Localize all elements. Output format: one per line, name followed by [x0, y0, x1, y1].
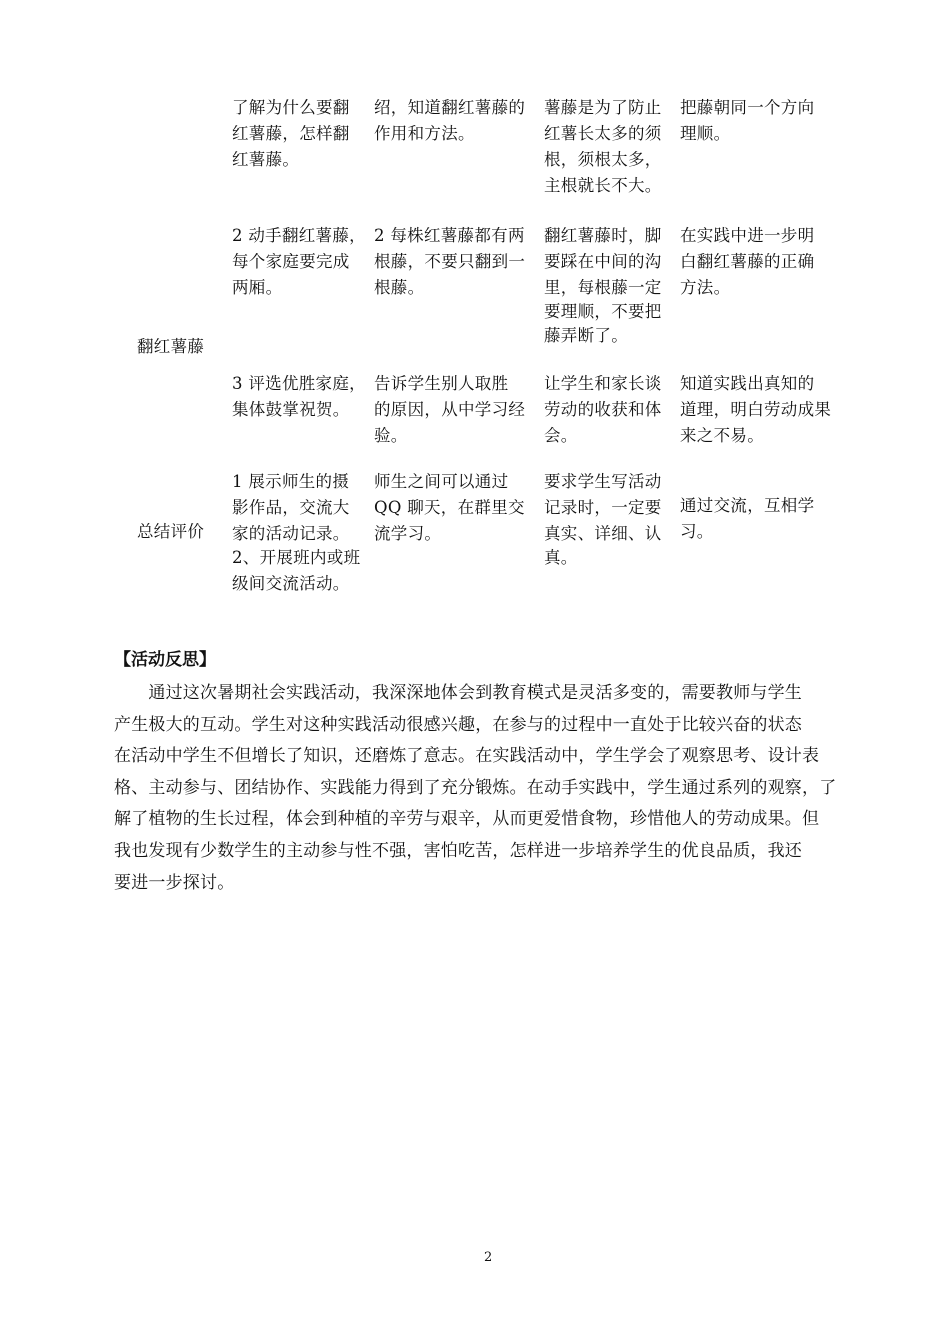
table-cell-line: 红薯藤。	[232, 150, 300, 169]
paragraph-line: 解了植物的生长过程，体会到种植的辛劳与艰辛，从而更爱惜食物，珍惜他人的劳动成果。但	[114, 809, 820, 830]
table-cell-line: 家的活动记录。	[232, 524, 350, 543]
table-cell-line: 级间交流活动。	[232, 574, 350, 593]
table-cell-line: 真实、详细、认	[544, 524, 662, 543]
paragraph-line: 我也发现有少数学生的主动参与性不强，害怕吃苦，怎样进一步培养学生的优良品质，我还	[114, 840, 802, 861]
table-cell-line: 藤弄断了。	[544, 326, 628, 345]
table-cell-line: 1 展示师生的摄	[232, 472, 350, 491]
table-cell-line: 每个家庭要完成	[232, 252, 350, 271]
table-cell-line: 要理顺，不要把	[544, 302, 662, 321]
table-cell-line: 薯藤是为了防止	[544, 98, 662, 117]
table-cell-line: 来之不易。	[680, 426, 764, 445]
table-cell-line: 根藤。	[374, 278, 425, 297]
table-cell-line: 作用和方法。	[374, 124, 475, 143]
table-cell-line: 方法。	[680, 278, 731, 297]
table-cell-line: 告诉学生别人取胜	[374, 374, 509, 393]
table-cell-line: 主根就长不大。	[544, 176, 662, 195]
table-cell-line: 的原因，从中学习经	[374, 400, 526, 419]
table-cell-line: 红薯藤，怎样翻	[232, 124, 350, 143]
row-label-fan-hongshu-teng: 翻红薯藤	[137, 337, 205, 356]
table-cell-line: 道理，明白劳动成果	[680, 400, 832, 419]
table-cell-line: 通过交流，互相学	[680, 496, 815, 515]
table-cell-line: 翻红薯藤时，脚	[544, 226, 662, 245]
table-cell-line: 红薯长太多的须	[544, 124, 662, 143]
table-cell-line: 集体鼓掌祝贺。	[232, 400, 350, 419]
table-cell-line: 影作品，交流大	[232, 498, 350, 517]
table-cell-line: 2、开展班内或班	[232, 548, 361, 567]
table-cell-line: QQ 聊天，在群里交	[374, 498, 525, 517]
table-cell-line: 把藤朝同一个方向	[680, 98, 815, 117]
paragraph-line: 通过这次暑期社会实践活动，我深深地体会到教育模式是灵活多变的，需要教师与学生	[114, 683, 802, 703]
table-cell-line: 习。	[680, 522, 714, 541]
table-cell-line: 两厢。	[232, 278, 283, 297]
table-cell-line: 根，须根太多，	[544, 150, 662, 169]
paragraph-line: 在活动中学生不但增长了知识，还磨炼了意志。在实践活动中，学生学会了观察思考、设计表	[114, 746, 820, 767]
table-cell-line: 2 动手翻红薯藤，	[232, 226, 366, 245]
table-cell-line: 3 评选优胜家庭，	[232, 374, 366, 393]
table-cell-line: 验。	[374, 426, 408, 445]
table-cell-line: 了解为什么要翻	[232, 98, 350, 117]
paragraph-line: 格、主动参与、团结协作、实践能力得到了充分锻炼。在动手实践中，学生通过系列的观察，了	[114, 777, 837, 798]
table-cell-line: 知道实践出真知的	[680, 374, 815, 393]
table-cell-line: 理顺。	[680, 124, 731, 143]
table-cell-line: 里，每根藤一定	[544, 278, 662, 297]
reflection-heading: 【活动反思】	[114, 650, 216, 670]
table-cell-line: 要求学生写活动	[544, 472, 662, 491]
table-cell-line: 真。	[544, 548, 578, 567]
table-cell-line: 流学习。	[374, 524, 442, 543]
table-cell-line: 劳动的收获和体	[544, 400, 662, 419]
table-cell-line: 2 每株红薯藤都有两	[374, 226, 525, 245]
table-cell-line: 绍，知道翻红薯藤的	[374, 98, 526, 117]
table-cell-line: 让学生和家长谈	[544, 374, 662, 393]
table-cell-line: 在实践中进一步明	[680, 226, 815, 245]
table-cell-line: 白翻红薯藤的正确	[680, 252, 815, 271]
table-cell-line: 要踩在中间的沟	[544, 252, 662, 271]
paragraph-line: 要进一步探讨。	[114, 872, 235, 893]
row-label-zongjie-pingjia: 总结评价	[137, 522, 205, 541]
table-cell-line: 根藤，不要只翻到一	[374, 252, 526, 271]
table-cell-line: 师生之间可以通过	[374, 472, 509, 491]
table-cell-line: 记录时，一定要	[544, 498, 662, 517]
paragraph-line: 产生极大的互动。学生对这种实践活动很感兴趣，在参与的过程中一直处于比较兴奋的状态	[114, 714, 802, 735]
table-cell-line: 会。	[544, 426, 578, 445]
reflection-paragraph	[114, 678, 874, 899]
page-number: 2	[484, 1250, 493, 1265]
